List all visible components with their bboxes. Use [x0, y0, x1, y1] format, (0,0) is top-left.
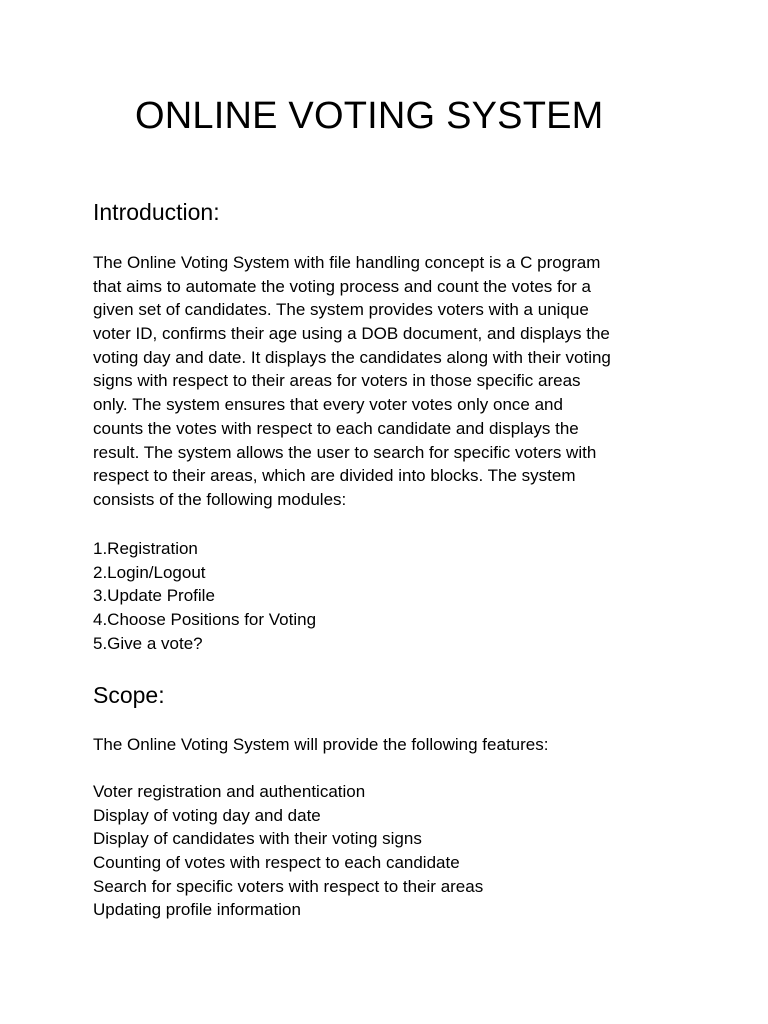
scope-heading: Scope:	[93, 682, 165, 708]
feature-item: Display of candidates with their voting signs	[93, 829, 422, 849]
introduction-heading: Introduction:	[93, 199, 220, 225]
features-list	[93, 780, 483, 922]
introduction-paragraph	[93, 251, 611, 512]
paragraph-line: The Online Voting System with file handling concept is a C program	[93, 253, 601, 272]
feature-item: Voter registration and authentication	[93, 782, 366, 801]
paragraph-line: signs with respect to their areas for voters in those specific areas	[93, 371, 581, 391]
document-title: ONLINE VOTING SYSTEM	[135, 95, 604, 137]
feature-item: Counting of votes with respect to each candidate	[93, 853, 460, 873]
module-item: 1.Registration	[93, 539, 198, 558]
feature-item: Search for specific voters with respect to their areas	[93, 876, 484, 896]
paragraph-line: voting day and date. It displays the candidates along with their voting	[93, 347, 611, 367]
module-item: 3.Update Profile	[93, 586, 215, 606]
paragraph-line: respect to their areas, which are divided into blocks. The system	[93, 466, 576, 486]
paragraph-line: result. The system allows the user to search for specific voters with	[93, 442, 597, 462]
paragraph-line: consists of the following modules:	[93, 489, 347, 509]
paragraph-line: given set of candidates. The system provides voters with a unique	[93, 300, 589, 320]
modules-list	[93, 537, 316, 655]
paragraph-line: counts the votes with respect to each candidate and displays the	[93, 418, 579, 438]
module-item: 2.Login/Logout	[93, 562, 206, 582]
paragraph-line: only. The system ensures that every voter votes only once and	[93, 395, 563, 415]
paragraph-line: that aims to automate the voting process and count the votes for a	[93, 276, 592, 296]
scope-intro: The Online Voting System will provide the following features:	[93, 735, 549, 754]
module-item: 4.Choose Positions for Voting	[93, 610, 317, 630]
feature-item: Display of voting day and date	[93, 805, 321, 825]
feature-item: Updating profile information	[93, 900, 301, 920]
module-item: 5.Give a vote?	[93, 633, 203, 653]
paragraph-line: voter ID, confirms their age using a DOB document, and displays the	[93, 324, 610, 344]
